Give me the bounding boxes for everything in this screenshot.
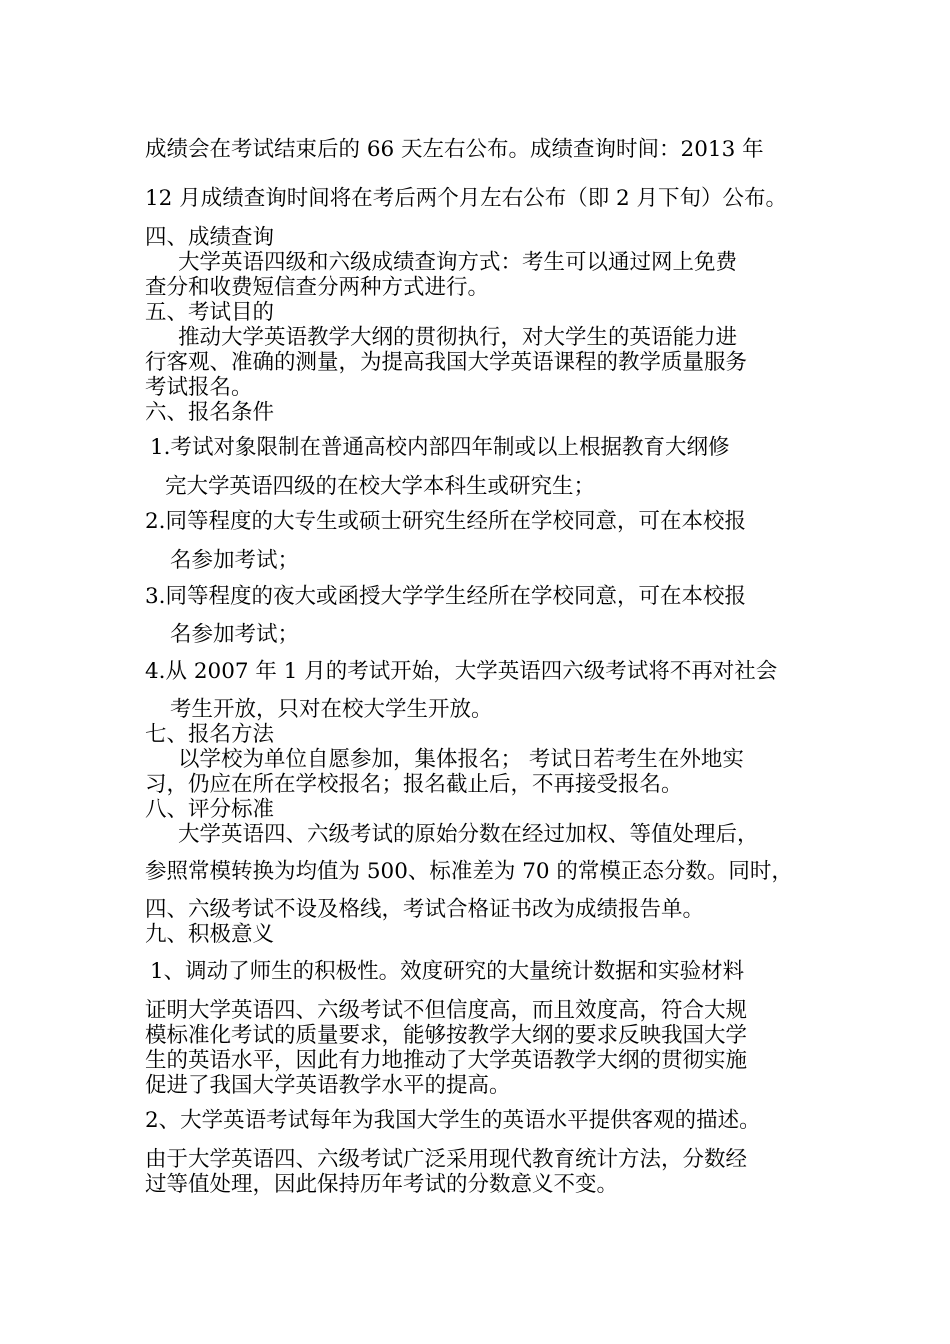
section-heading: 四、成绩查询 [145,225,275,250]
paragraph-line: 考试报名。 [145,375,253,400]
paragraph-line: 12 月成绩查询时间将在考后两个月左右公布（即 2 月下旬）公布。 [145,186,788,211]
paragraph-line: 1、调动了师生的积极性。效度研究的大量统计数据和实验材料 [150,959,745,984]
paragraph-line: 成绩会在考试结束后的 66 天左右公布。成绩查询时间：2013 年 [145,137,764,162]
list-item: 1.考试对象限制在普通高校内部四年制或以上根据教育大纲修 [150,435,730,460]
paragraph-line: 证明大学英语四、六级考试不但信度高，而且效度高，符合大规 [145,998,748,1023]
paragraph-line: 习，仍应在所在学校报名；报名截止后，不再接受报名。 [145,772,683,797]
list-item-continuation: 名参加考试； [170,548,300,573]
section-heading: 九、积极意义 [145,922,275,947]
paragraph-line: 大学英语四级和六级成绩查询方式：考生可以通过网上免费 [178,250,738,275]
paragraph-line: 模标准化考试的质量要求，能够按教学大纲的要求反映我国大学 [145,1023,748,1048]
paragraph-line: 行客观、准确的测量，为提高我国大学英语课程的教学质量服务 [145,350,748,375]
paragraph-line: 促进了我国大学英语教学水平的提高。 [145,1073,511,1098]
paragraph-line: 生的英语水平，因此有力地推动了大学英语教学大纲的贯彻实施 [145,1048,748,1073]
list-item-continuation: 考生开放，只对在校大学生开放。 [170,697,493,722]
list-item: 2.同等程度的大专生或硕士研究生经所在学校同意，可在本校报 [145,509,747,534]
section-heading: 七、报名方法 [145,722,275,747]
paragraph-line: 以学校为单位自愿参加，集体报名； 考试日若考生在外地实 [178,747,744,772]
paragraph-line: 由于大学英语四、六级考试广泛采用现代教育统计方法，分数经 [145,1147,748,1172]
section-heading: 五、考试目的 [145,300,275,325]
section-heading: 八、评分标准 [145,797,275,822]
paragraph-line: 推动大学英语教学大纲的贯彻执行，对大学生的英语能力进 [178,325,738,350]
list-item: 4.从 2007 年 1 月的考试开始，大学英语四六级考试将不再对社会 [145,659,778,684]
paragraph-line: 查分和收费短信查分两种方式进行。 [145,275,490,300]
list-item-continuation: 完大学英语四级的在校大学本科生或研究生； [165,474,596,499]
paragraph-line: 大学英语四、六级考试的原始分数在经过加权、等值处理后， [178,822,759,847]
section-heading: 六、报名条件 [145,400,275,425]
paragraph-line: 四、六级考试不设及格线，考试合格证书改为成绩报告单。 [145,897,705,922]
paragraph-line: 参照常模转换为均值为 500、标准差为 70 的常模正态分数。同时， [145,859,793,884]
paragraph-line: 过等值处理，因此保持历年考试的分数意义不变。 [145,1172,619,1197]
list-item: 3.同等程度的夜大或函授大学学生经所在学校同意，可在本校报 [145,584,747,609]
paragraph-line: 2、大学英语考试每年为我国大学生的英语水平提供客观的描述。 [145,1108,761,1133]
list-item-continuation: 名参加考试； [170,622,300,647]
